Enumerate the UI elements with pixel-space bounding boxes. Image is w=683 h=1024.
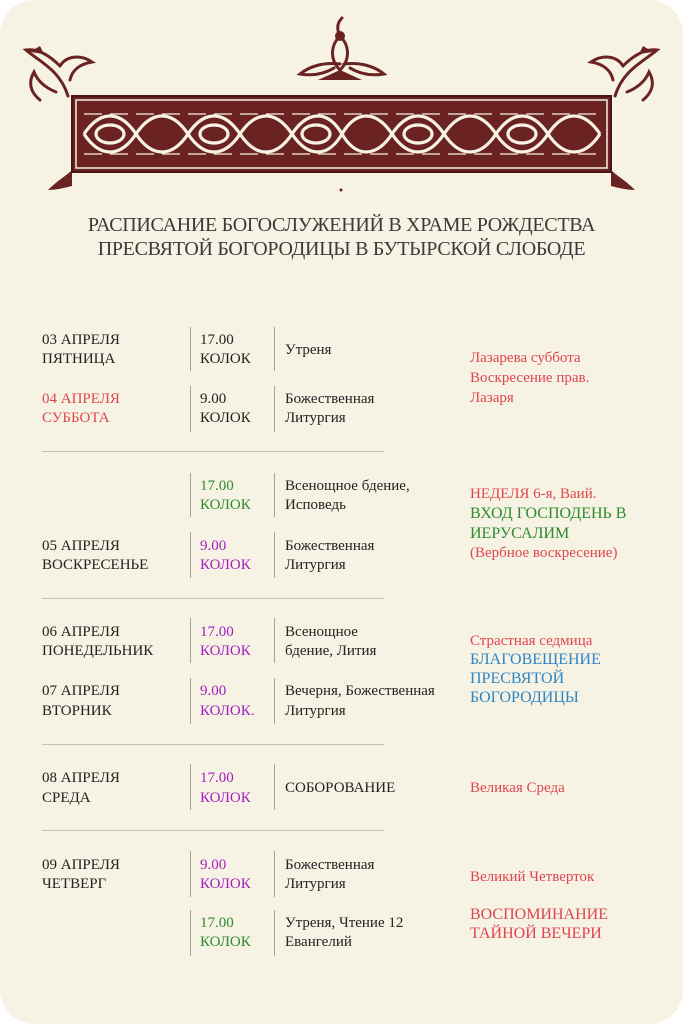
service-name: бдение, Лития — [285, 643, 377, 659]
day-date: 05 АПРЕЛЯ — [42, 538, 120, 554]
bell-label: КОЛОК. — [200, 703, 255, 719]
section-separator — [42, 744, 384, 745]
bell-label: КОЛОК — [200, 934, 251, 950]
feast-note: ВОСПОМИНАНИЕ — [470, 906, 608, 923]
feast-note: Великий Четверток — [470, 869, 595, 885]
day-weekday: ПОНЕДЕЛЬНИК — [42, 643, 154, 659]
bell-label: КОЛОК — [200, 497, 251, 513]
day-weekday: ЧЕТВЕРГ — [42, 876, 107, 892]
feast-note: ВХОД ГОСПОДЕНЬ В — [470, 505, 627, 522]
section-separator — [42, 598, 384, 599]
celtic-knot-ornament-icon — [0, 0, 683, 205]
service-time: 17.00 — [200, 624, 234, 640]
bell-label: КОЛОК — [200, 790, 251, 806]
service-name: Утреня — [285, 342, 332, 358]
feast-note: БЛАГОВЕЩЕНИЕ — [470, 651, 601, 668]
bell-label: КОЛОК — [200, 557, 251, 573]
service-name: Евангелий — [285, 934, 352, 950]
day-date: 06 АПРЕЛЯ — [42, 624, 120, 640]
column-divider — [190, 764, 191, 810]
day-weekday: СРЕДА — [42, 790, 91, 806]
column-divider — [190, 618, 191, 663]
column-divider — [190, 327, 191, 371]
day-weekday: СУББОТА — [42, 410, 110, 426]
service-time: 9.00 — [200, 538, 227, 554]
service-name: Вечерня, Божественная — [285, 683, 435, 699]
service-name: Литургия — [285, 703, 346, 719]
service-name: Божественная — [285, 857, 375, 873]
feast-note: ПРЕСВЯТОЙ — [470, 670, 565, 687]
column-divider — [274, 618, 275, 663]
column-divider — [190, 532, 191, 578]
column-divider — [274, 532, 275, 578]
service-time: 17.00 — [200, 332, 234, 348]
column-divider — [190, 851, 191, 897]
service-name: Всенощное — [285, 624, 358, 640]
bell-label: КОЛОК — [200, 643, 251, 659]
feast-note: ИЕРУСАЛИМ — [470, 525, 570, 542]
feast-note: БОГОРОДИЦЫ — [470, 689, 579, 706]
feast-note: ТАЙНОЙ ВЕЧЕРИ — [470, 925, 602, 942]
column-divider — [274, 678, 275, 724]
column-divider — [274, 473, 275, 517]
column-divider — [190, 910, 191, 956]
service-name: Литургия — [285, 557, 346, 573]
bell-label: КОЛОК — [200, 351, 251, 367]
column-divider — [190, 678, 191, 724]
column-divider — [274, 851, 275, 897]
section-separator — [42, 830, 384, 831]
service-time: 17.00 — [200, 770, 234, 786]
feast-note: (Вербное воскресение) — [470, 545, 618, 561]
column-divider — [274, 764, 275, 810]
service-time: 9.00 — [200, 391, 227, 407]
bell-label: КОЛОК — [200, 876, 251, 892]
service-time: 17.00 — [200, 915, 234, 931]
service-name: Всенощное бдение, — [285, 478, 410, 494]
service-name: Божественная — [285, 391, 375, 407]
feast-note: Лазаря — [470, 390, 514, 406]
feast-note: Воскресение прав. — [470, 370, 590, 386]
day-date: 09 АПРЕЛЯ — [42, 857, 120, 873]
service-time: 9.00 — [200, 683, 227, 699]
day-date: 03 АПРЕЛЯ — [42, 332, 120, 348]
service-name: Божественная — [285, 538, 375, 554]
column-divider — [190, 473, 191, 517]
column-divider — [274, 910, 275, 956]
service-name: Литургия — [285, 876, 346, 892]
bell-label: КОЛОК — [200, 410, 251, 426]
feast-note: Великая Среда — [470, 780, 565, 796]
day-weekday: ВОСКРЕСЕНЬЕ — [42, 557, 149, 573]
service-name: СОБОРОВАНИЕ — [285, 780, 396, 796]
feast-note: Страстная седмица — [470, 633, 593, 649]
page-title-line2: ПРЕСВЯТОЙ БОГОРОДИЦЫ В БУТЫРСКОЙ СЛОБОДЕ — [97, 238, 586, 260]
column-divider — [274, 386, 275, 432]
service-name: Литургия — [285, 410, 346, 426]
service-time: 17.00 — [200, 478, 234, 494]
day-date: 08 АПРЕЛЯ — [42, 770, 120, 786]
feast-note: Лазарева суббота — [470, 350, 581, 366]
day-weekday: ВТОРНИК — [42, 703, 112, 719]
column-divider — [274, 327, 275, 371]
day-weekday: ПЯТНИЦА — [42, 351, 116, 367]
service-name: Исповедь — [285, 497, 346, 513]
page-title-line1: РАСПИСАНИЕ БОГОСЛУЖЕНИЙ В ХРАМЕ РОЖДЕСТВА — [87, 214, 596, 236]
service-time: 9.00 — [200, 857, 227, 873]
section-separator — [42, 451, 384, 452]
column-divider — [190, 386, 191, 432]
day-date: 07 АПРЕЛЯ — [42, 683, 120, 699]
day-date: 04 АПРЕЛЯ — [42, 391, 120, 407]
feast-note: НЕДЕЛЯ 6-я, Ваий. — [470, 486, 597, 502]
service-name: Утреня, Чтение 12 — [285, 915, 404, 931]
